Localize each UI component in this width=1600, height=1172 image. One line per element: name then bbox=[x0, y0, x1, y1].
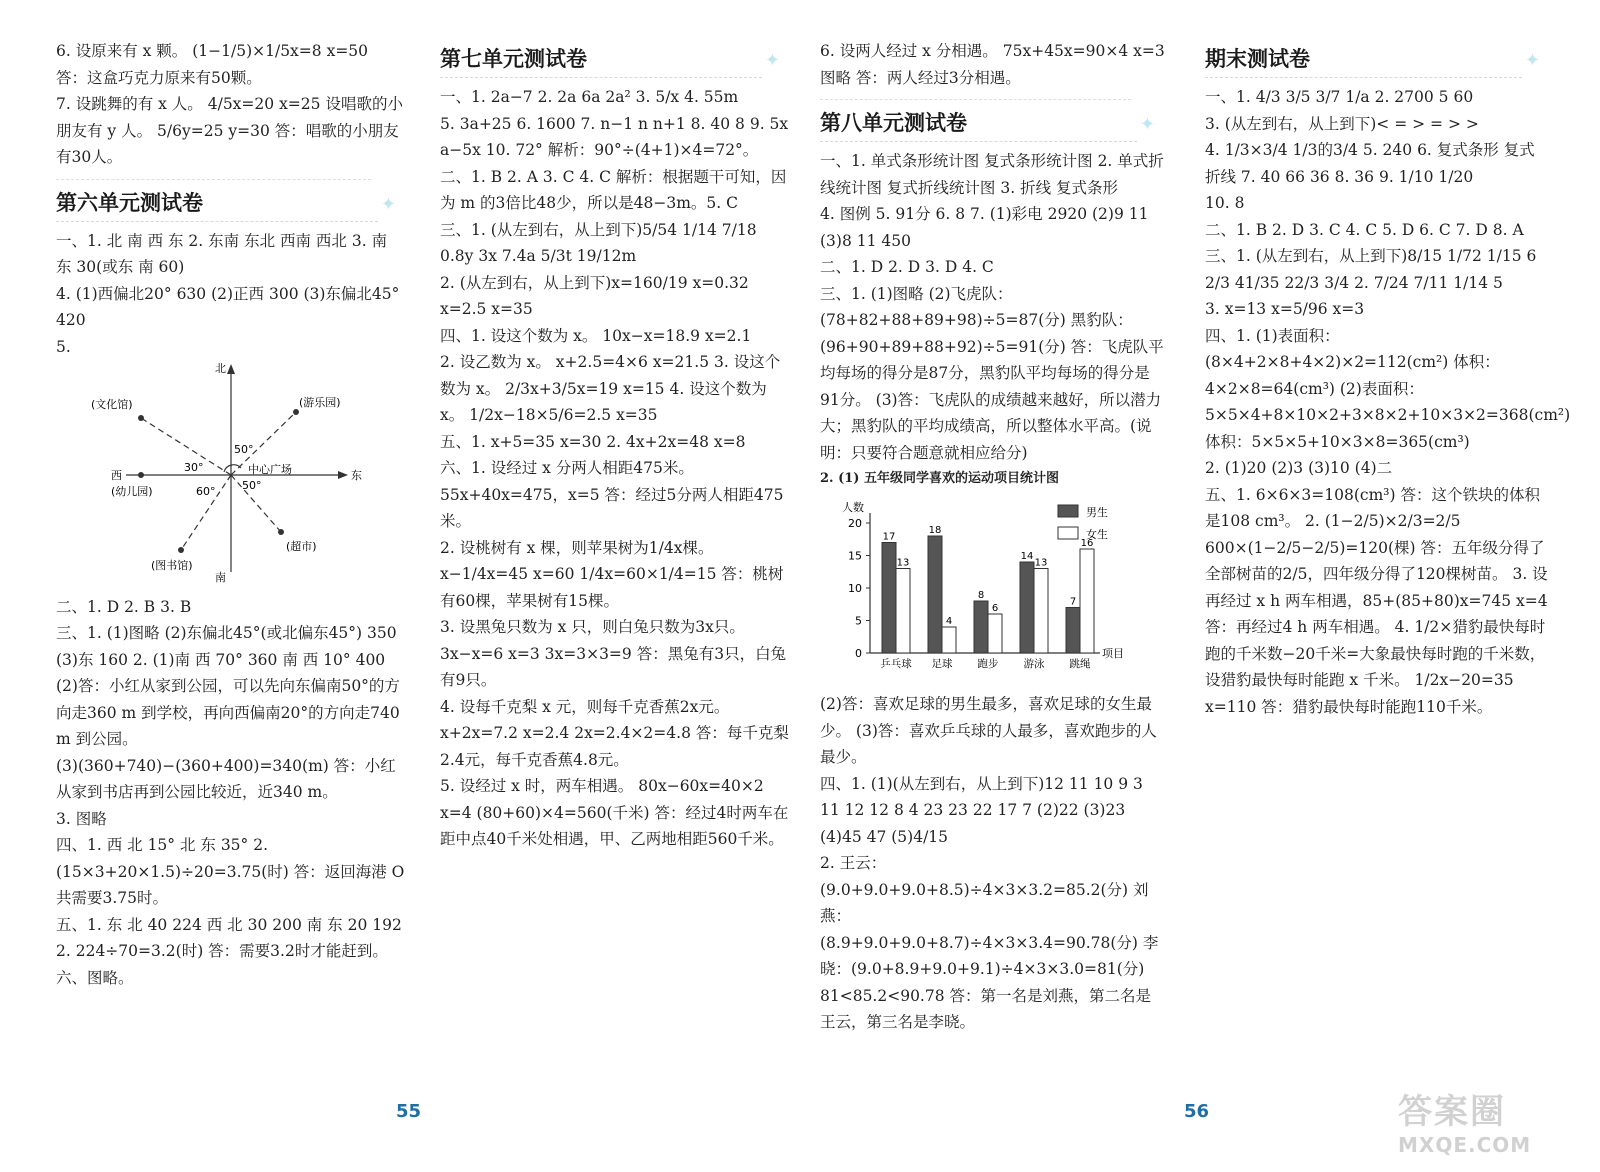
bar-boys bbox=[882, 542, 896, 653]
label-west: 西 bbox=[111, 469, 122, 482]
answer-line: 3. 图略 bbox=[56, 809, 107, 828]
answer-line: 五、1. x+5=35 x=30 2. 4x+2x=48 x=8 bbox=[440, 432, 746, 451]
bar-girls bbox=[942, 627, 956, 653]
point-market bbox=[278, 529, 284, 535]
answer-line: 六、1. 设经过 x 分两人相距475米。 55x+40x=475，x=5 答：经过5分两人相距475米。 bbox=[440, 459, 784, 530]
page-number-right: 56 bbox=[1184, 1101, 1210, 1122]
point-culture bbox=[138, 415, 144, 421]
column-3 bbox=[820, 38, 1165, 1036]
answer-line: 7. 设跳舞的有 x 人。 4/5x=20 x=25 设唱歌的小朋友有 y 人。 5/6y=25 y=30 答：唱歌的小朋友有30人。 bbox=[56, 95, 403, 166]
answer-line: 四、1. (1)表面积：(8×4+2×8+4×2)×2=112(cm²) 体积：4×2×8=64(cm³) (2)表面积：5×5×4+8×10×2+3×8×2+10×3×2=368(cm²) 体积：5×5×5+10×3×8=365(cm³) bbox=[1205, 326, 1571, 451]
point-library bbox=[178, 547, 184, 553]
data-label: 13 bbox=[1034, 557, 1048, 568]
answer-line: (3)(360+740)−(360+400)=340(m) 答：小红从家到书店再到公园比较近，近340 m。 bbox=[56, 756, 396, 801]
category-label: 乒乓球 bbox=[880, 657, 912, 670]
bar-boys bbox=[974, 601, 988, 653]
section-title-final: 期末测试卷 ✦ bbox=[1205, 44, 1550, 78]
answer-line: 二、1. B 2. D 3. C 4. C 5. D 6. C 7. D 8. A bbox=[1205, 220, 1524, 239]
answer-line: 三、1. (从左到右，从上到下)5/54 1/14 7/18 0.8y 3x 7.4a 5/3t 19/12m bbox=[440, 220, 757, 265]
answer-line: 四、1. 设这个数为 x。 10x−x=18.9 x=2.1 bbox=[440, 326, 752, 345]
answer-line: 2. 224÷70=3.2(时) 答：需要3.2时才能赶到。 bbox=[56, 942, 388, 960]
y-tick-label: 10 bbox=[848, 581, 862, 595]
column-1 bbox=[56, 38, 406, 991]
legend-swatch bbox=[1058, 505, 1078, 517]
answer-line: 五、1. 6×6×3=108(cm³) 答：这个铁块的体积是108 cm³。 2. (1−2/5)×2/3=2/5 600×(1−2/5−2/5)=120(棵) 答：五年级分得了全部树苗的2/5，四年级分得了120棵树苗。 3. 设再经过 x h 两车相遇，85+(85+80)x=745 x=4 答：再经过4 h 两车相遇。 4. 1/2×猎豹最快每时跑的千米数−20千米=大象最快每时跑的千米数，设猎豹最快每时能跑 x 千米。 1/2x−20=35 x=110 答：猎豹最快每时能跑110千米。 bbox=[1205, 485, 1548, 716]
x-axis-label: 项目 bbox=[1102, 646, 1124, 660]
divider bbox=[820, 99, 1131, 100]
label-library: (图书馆) bbox=[151, 559, 193, 572]
data-label: 14 bbox=[1020, 550, 1034, 562]
answer-line: 2. 设乙数为 x。 x+2.5=4×6 x=21.5 3. 设这个数为 x。 2/3x+3/5x=19 x=15 4. 设这个数为 x。 1/2x−18×5/6=2.5 x=35 bbox=[440, 353, 781, 424]
answer-line: 答：这盒巧克力原来有50颗。 bbox=[56, 68, 262, 87]
answer-line: 4. 1/3×3/4 1/3的3/4 5. 240 6. 复式条形 复式折线 7. 40 66 36 8. 36 9. 1/10 1/20 bbox=[1205, 141, 1535, 186]
bar-boys bbox=[1066, 607, 1080, 653]
data-label: 8 bbox=[977, 589, 985, 601]
y-tick-label: 5 bbox=[855, 614, 862, 627]
y-tick-label: 20 bbox=[848, 516, 862, 530]
bar-girls bbox=[1034, 568, 1048, 653]
sparkle-icon: ✦ bbox=[764, 50, 780, 71]
label-angle-30: 30° bbox=[184, 461, 204, 474]
category-label: 足球 bbox=[931, 657, 953, 670]
answer-line: 5. bbox=[56, 337, 71, 356]
answer-line: 3. 设黑兔只数为 x 只，则白兔只数为3x只。 3x−x=6 x=3 3x=3×3=9 答：黑兔有3只，白兔有9只。 bbox=[440, 618, 787, 689]
page-number-left: 55 bbox=[396, 1101, 422, 1122]
answer-line: 四、1. 西 北 15° 北 东 35° 2. (15×3+20×1.5)÷20=3.75(时) 答：返回海港 O 共需要3.75时。 bbox=[56, 836, 405, 907]
label-south: 南 bbox=[215, 571, 226, 584]
answer-line: 5. 3a+25 6. 1600 7. n−1 n n+1 8. 40 8 9. 5x a−5x 10. 72° 解析：90°÷(4+1)×4=72°。 bbox=[440, 114, 789, 159]
answer-line: 2. 王云：(9.0+9.0+9.0+8.5)÷4×3×3.2=85.2(分) 刘燕：(8.9+9.0+9.0+8.7)÷4×3×3.4=90.78(分) 李晓：(9.0+8.9+9.0+9.1)÷4×3×3.0=81(分) 81<85.2<90.78 答：第一名是刘燕，第二名是王云，第三名是李晓。 bbox=[820, 854, 1159, 1031]
data-label: 16 bbox=[1080, 537, 1094, 549]
section-title-unit8: 第八单元测试卷 ✦ bbox=[820, 108, 1165, 142]
column-4 bbox=[1205, 38, 1571, 720]
bar-girls bbox=[896, 568, 910, 653]
label-center: 中心广场 bbox=[248, 463, 292, 476]
bar-girls bbox=[988, 614, 1002, 653]
answer-line: 5. 设经过 x 时，两车相遇。 80x−60x=40×2 x=4 (80+60)×4=560(千米) 答：经过4时两车在距中点40千米处相遇，甲、乙两地相距560千米。 bbox=[440, 777, 789, 848]
data-label: 17 bbox=[882, 531, 896, 542]
bar-boys bbox=[928, 536, 942, 653]
answer-line: 三、1. (1)图略 (2)东偏北45°(或北偏东45°) 350 (3)东 160 2. (1)南 西 70° 360 南 西 10° 400 (2)答：小红从家到公园，可以先向东偏南50°的方向走360 m 到学校，再向西偏南20°的方向走740 m 到公园。 bbox=[56, 624, 400, 748]
data-label: 4 bbox=[945, 615, 953, 627]
label-angle-50-bottom: 50° bbox=[242, 479, 262, 492]
answer-line: 6. 设两人经过 x 分相遇。 75x+45x=90×4 x=3 图略 答：两人经过3分相遇。 bbox=[820, 42, 1165, 87]
data-label: 7 bbox=[1069, 596, 1077, 607]
sparkle-icon: ✦ bbox=[380, 193, 396, 215]
answer-line: 2. 设桃树有 x 棵，则苹果树为1/4x棵。 x−1/4x=45 x=60 1/4x=60×1/4=15 答：桃树有60棵，苹果树有15棵。 bbox=[440, 538, 784, 610]
category-label: 游泳 bbox=[1023, 657, 1045, 670]
answer-line: (2)答：喜欢足球的男生最多，喜欢足球的女生最少。 (3)答：喜欢乒乓球的人最多，喜欢跑步的人最少。 bbox=[820, 695, 1157, 766]
legend-label: 男生 bbox=[1086, 505, 1108, 519]
answer-line: 一、1. 北 南 西 东 2. 东南 东北 西南 西北 3. 南 东 30(或东 南 60) bbox=[56, 231, 388, 276]
east-arrow-icon bbox=[338, 471, 348, 479]
answer-line: 3. x=13 x=5/96 x=3 bbox=[1205, 300, 1365, 318]
section-title-unit7: 第七单元测试卷 ✦ bbox=[440, 44, 790, 78]
data-label: 6 bbox=[991, 602, 999, 614]
section-title-unit6: 第六单元测试卷 ✦ bbox=[56, 188, 406, 222]
answer-line: 三、1. (从左到右，从上到下)8/15 1/72 1/15 6 2/3 41/35 22/3 3/4 2. 7/24 7/11 1/14 5 bbox=[1205, 247, 1537, 292]
answer-line: 6. 设原来有 x 颗。 (1−1/5)×1/5x=8 x=50 bbox=[56, 42, 369, 60]
label-north: 北 bbox=[215, 362, 226, 375]
data-label: 13 bbox=[896, 557, 910, 568]
bar-boys bbox=[1020, 562, 1034, 653]
answer-line: 六、图略。 bbox=[56, 968, 134, 987]
legend-label: 女生 bbox=[1086, 527, 1108, 541]
answer-line: 2. (1) bbox=[820, 471, 860, 486]
answer-line: 4. 图例 5. 91分 6. 8 7. (1)彩电 2920 (2)9 11 (3)8 11 450 bbox=[820, 205, 1149, 250]
answer-line: 二、1. B 2. A 3. C 4. C 解析：根据题干可知，因为 m 的3倍比48少，所以是48−3m。5. C bbox=[440, 167, 787, 212]
answer-line: 二、1. D 2. B 3. B bbox=[56, 597, 192, 616]
bar-chart bbox=[820, 493, 1150, 683]
answer-line: 2. (1)20 (2)3 (3)10 (4)二 bbox=[1205, 459, 1393, 477]
answer-line: 三、1. (1)图略 (2)飞虎队：(78+82+88+89+98)÷5=87(分) 黑豹队：(96+90+89+88+92)÷5=91(分) 答：飞虎队平均每场的得分是87分，黑豹队平均每场的得分是91分。 (3)答：飞虎队的成绩越来越好，所以潜力大；黑豹队的平均成绩高，所以整体水平高。(说明：只要符合题意就相应给分) bbox=[820, 284, 1164, 462]
label-kinder: (幼儿园) bbox=[111, 485, 153, 498]
y-tick-label: 15 bbox=[848, 549, 862, 562]
label-angle-60: 60° bbox=[196, 485, 216, 498]
legend-swatch bbox=[1058, 527, 1078, 539]
y-axis-label: 人数 bbox=[842, 500, 864, 514]
watermark-top-text: 答案圈 bbox=[1398, 1092, 1506, 1132]
bar-girls bbox=[1080, 549, 1094, 653]
chart-title: 五年级同学喜欢的运动项目统计图 bbox=[863, 471, 1059, 486]
label-park: (游乐园) bbox=[299, 396, 341, 409]
chart-heading bbox=[820, 466, 1165, 493]
answer-line: 10. 8 bbox=[1205, 194, 1245, 212]
sparkle-icon: ✦ bbox=[1139, 114, 1155, 135]
watermark-bottom-text: MXQE.COM bbox=[1398, 1133, 1532, 1157]
compass-diagram bbox=[56, 360, 386, 585]
category-label: 跑步 bbox=[977, 657, 999, 670]
label-culture: (文化馆) bbox=[91, 398, 133, 411]
north-arrow-icon bbox=[227, 364, 235, 374]
answer-line: 一、1. 4/3 3/5 3/7 1/a 2. 2700 5 60 bbox=[1205, 88, 1474, 106]
answer-line: 2. (从左到右，从上到下)x=160/19 x=0.32 x=2.5 x=35 bbox=[440, 273, 749, 318]
angle-arc bbox=[224, 465, 241, 472]
label-angle-50-top: 50° bbox=[234, 443, 254, 456]
label-market: (超市) bbox=[286, 540, 317, 553]
category-label: 跳绳 bbox=[1069, 657, 1091, 670]
answer-line: 一、1. 2a−7 2. 2a 6a 2a² 3. 5/x 4. 55m bbox=[440, 88, 739, 106]
divider bbox=[56, 179, 371, 180]
answer-line: 4. (1)西偏北20° 630 (2)正西 300 (3)东偏北45° 420 bbox=[56, 284, 400, 329]
answer-line: 3. (从左到右，从上到下)< = > = > > bbox=[1205, 114, 1479, 133]
label-east: 东 bbox=[351, 469, 362, 482]
y-tick-label: 0 bbox=[855, 646, 862, 660]
answer-line: 四、1. (1)(从左到右，从上到下)12 11 10 9 3 11 12 12 8 4 23 23 22 17 7 (2)22 (3)23 (4)45 47 (5)4/15 bbox=[820, 774, 1143, 846]
column-2 bbox=[440, 38, 790, 853]
answer-line: 五、1. 东 北 40 224 西 北 30 200 南 东 20 192 bbox=[56, 915, 402, 934]
answer-line: 4. 设每千克梨 x 元，则每千克香蕉2x元。 x+2x=7.2 x=2.4 2x=2.4×2=4.8 答：每千克梨2.4元，每千克香蕉4.8元。 bbox=[440, 697, 789, 769]
answer-line: 一、1. 单式条形统计图 复式条形统计图 2. 单式折线统计图 复式折线统计图 3. 折线 复式条形 bbox=[820, 152, 1164, 197]
answer-line: 二、1. D 2. D 3. D 4. C bbox=[820, 258, 994, 276]
watermark-logo bbox=[1398, 1084, 1568, 1157]
point-kinder bbox=[138, 472, 144, 478]
point-park bbox=[293, 409, 299, 415]
sparkle-icon: ✦ bbox=[1524, 50, 1540, 71]
data-label: 18 bbox=[928, 524, 942, 536]
